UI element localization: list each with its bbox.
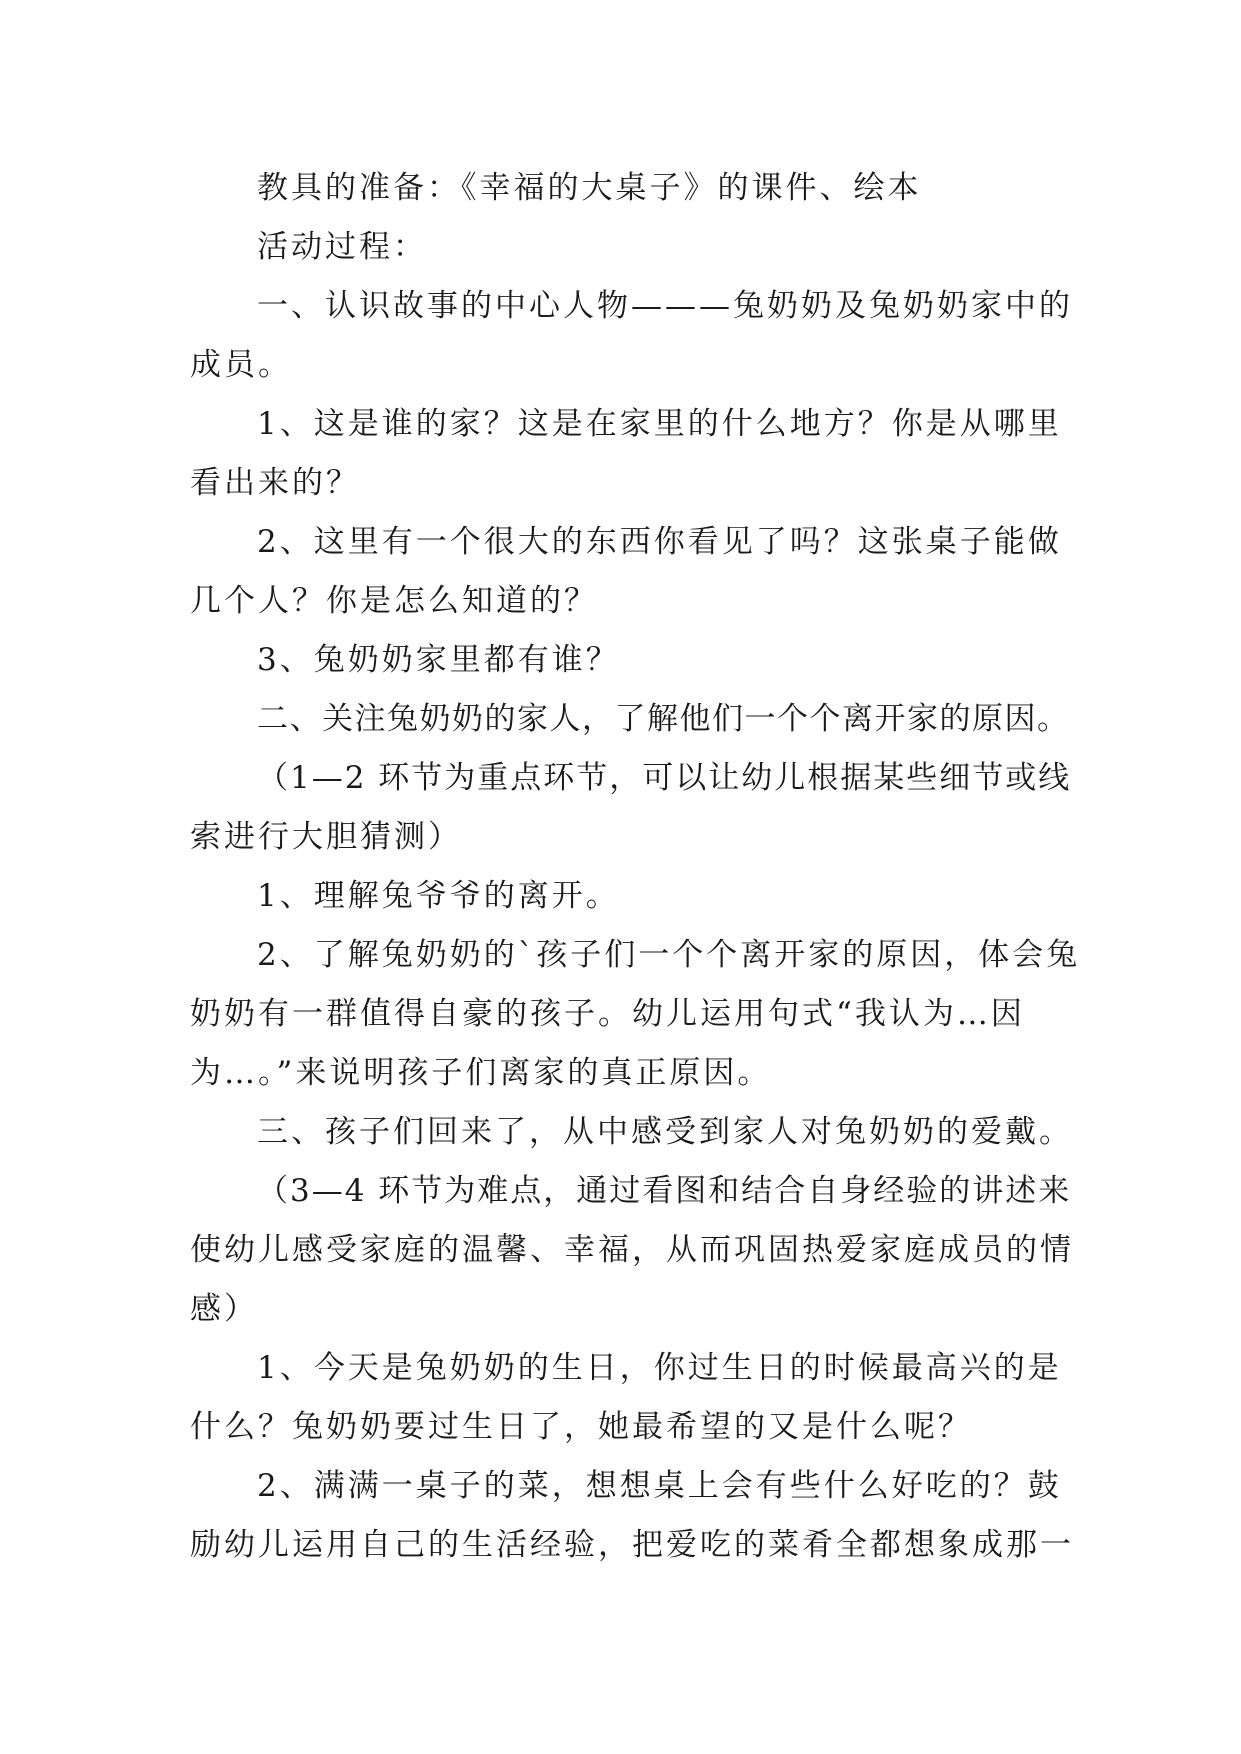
text-line: 感） (190, 1291, 258, 1327)
text-line: 一、认识故事的中心人物———兔奶奶及兔奶奶家中的 (257, 288, 1073, 324)
text-line: 2、这里有一个很大的东西你看见了吗？这张桌子能做 (257, 524, 1062, 560)
text-line: 奶奶有一群值得自豪的孩子。幼儿运用句式“我认为…因 (190, 996, 1025, 1032)
text-line: 成员。 (190, 347, 292, 383)
text-line: 几个人？你是怎么知道的？ (190, 583, 598, 619)
text-line: 1、理解兔爷爷的离开。 (257, 878, 620, 914)
text-line: 励幼儿运用自己的生活经验，把爱吃的菜肴全都想象成那一 (190, 1527, 1074, 1563)
text-line: 1、今天是兔奶奶的生日，你过生日的时候最高兴的是 (257, 1350, 1062, 1386)
text-line: 三、孩子们回来了，从中感受到家人对兔奶奶的爱戴。 (257, 1114, 1073, 1150)
text-line: 2、了解兔奶奶的`孩子们一个个离开家的原因，体会兔 (257, 937, 1081, 973)
text-line: 教具的准备：《幸福的大桌子》的课件、绘本 (257, 170, 922, 206)
text-line: 1、这是谁的家？这是在家里的什么地方？你是从哪里 (257, 406, 1062, 442)
text-line: 为…。”来说明孩子们离家的真正原因。 (190, 1055, 772, 1091)
text-line: 2、满满一桌子的菜，想想桌上会有些什么好吃的？鼓 (257, 1468, 1062, 1504)
text-line: 看出来的？ (190, 465, 360, 501)
text-line: （1—2 环节为重点环节，可以让幼儿根据某些细节或线 (257, 760, 1072, 796)
text-line: 3、兔奶奶家里都有谁？ (257, 642, 620, 678)
text-line: （3—4 环节为难点，通过看图和结合自身经验的讲述来 (257, 1173, 1072, 1209)
text-line: 二、关注兔奶奶的家人，了解他们一个个离开家的原因。 (257, 701, 1070, 737)
text-line: 什么？兔奶奶要过生日了，她最希望的又是什么呢？ (190, 1409, 972, 1445)
text-line: 使幼儿感受家庭的温馨、幸福，从而巩固热爱家庭成员的情 (190, 1232, 1074, 1268)
text-line: 活动过程： (257, 229, 427, 265)
text-line: 索进行大胆猜测） (190, 819, 462, 855)
